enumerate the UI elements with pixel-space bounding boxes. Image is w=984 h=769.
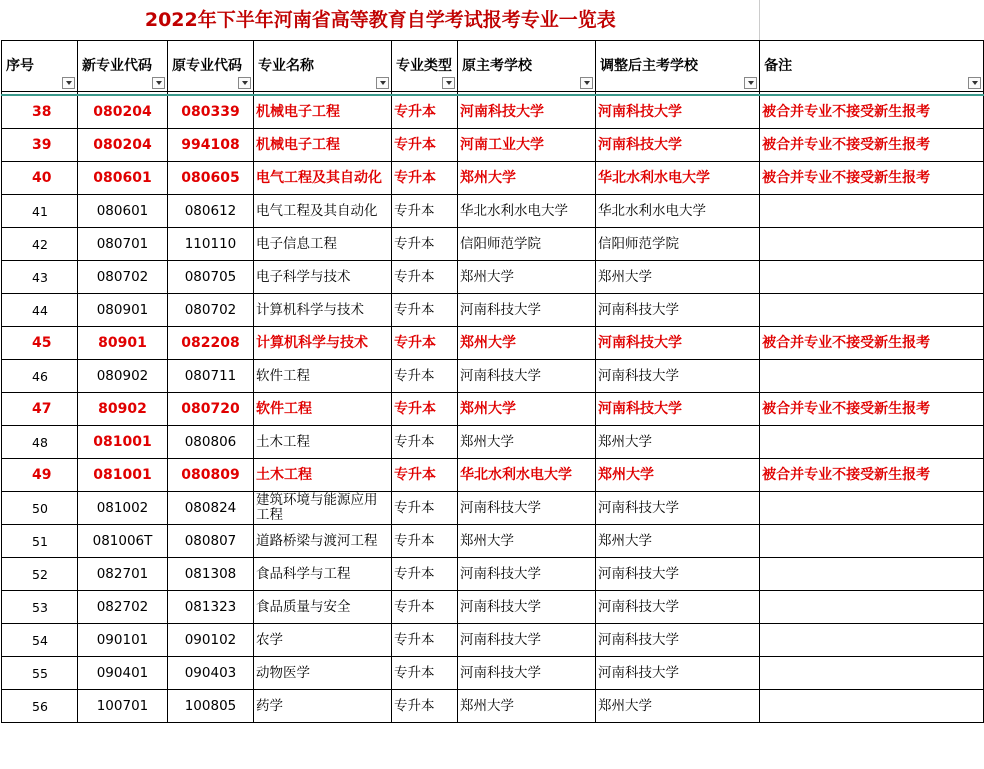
row-number-cell[interactable]: 48 xyxy=(2,426,78,459)
old-code-cell[interactable]: 080720 xyxy=(168,393,254,426)
row-number-cell[interactable]: 53 xyxy=(2,591,78,624)
filter-dropdown-icon[interactable] xyxy=(442,77,455,89)
original-school-cell[interactable]: 河南科技大学 xyxy=(458,294,596,327)
original-school-cell[interactable]: 郑州大学 xyxy=(458,393,596,426)
table-row xyxy=(2,261,984,294)
old-code-cell[interactable]: 080605 xyxy=(168,162,254,195)
row-number-cell[interactable]: 54 xyxy=(2,624,78,657)
table-row xyxy=(2,327,984,360)
row-number-cell[interactable]: 56 xyxy=(2,690,78,723)
new-code-cell[interactable]: 080902 xyxy=(78,360,168,393)
filter-dropdown-icon[interactable] xyxy=(744,77,757,89)
adjusted-school-cell[interactable]: 郑州大学 xyxy=(596,525,760,558)
table-row xyxy=(2,294,984,327)
new-code-cell[interactable]: 80901 xyxy=(78,327,168,360)
original-school-cell[interactable]: 河南科技大学 xyxy=(458,360,596,393)
note-cell[interactable]: 被合并专业不接受新生报考 xyxy=(760,162,984,195)
old-code-cell[interactable]: 090102 xyxy=(168,624,254,657)
header-cell[interactable]: 原专业代码 xyxy=(168,41,254,92)
adjusted-school-cell[interactable]: 郑州大学 xyxy=(596,690,760,723)
major-type-cell[interactable]: 专升本 xyxy=(392,360,458,393)
note-cell[interactable] xyxy=(760,195,984,228)
major-type-cell[interactable]: 专升本 xyxy=(392,129,458,162)
major-name-cell[interactable]: 农学 xyxy=(254,624,392,657)
original-school-cell[interactable]: 华北水利水电大学 xyxy=(458,459,596,492)
major-name-cell[interactable]: 计算机科学与技术 xyxy=(254,294,392,327)
table-row xyxy=(2,95,984,129)
note-cell[interactable] xyxy=(760,525,984,558)
new-code-cell[interactable]: 081001 xyxy=(78,459,168,492)
adjusted-school-cell[interactable]: 河南科技大学 xyxy=(596,327,760,360)
major-type-cell[interactable]: 专升本 xyxy=(392,327,458,360)
table-row xyxy=(2,228,984,261)
old-code-cell[interactable]: 081323 xyxy=(168,591,254,624)
original-school-cell[interactable]: 郑州大学 xyxy=(458,162,596,195)
row-number-cell[interactable]: 40 xyxy=(2,162,78,195)
table-row xyxy=(2,360,984,393)
row-number-cell[interactable]: 44 xyxy=(2,294,78,327)
old-code-cell[interactable]: 080824 xyxy=(168,492,254,525)
major-name-cell[interactable]: 土木工程 xyxy=(254,426,392,459)
major-type-cell[interactable]: 专升本 xyxy=(392,657,458,690)
major-name-cell[interactable]: 电气工程及其自动化 xyxy=(254,162,392,195)
major-type-cell[interactable]: 专升本 xyxy=(392,591,458,624)
header-cell[interactable]: 新专业代码 xyxy=(78,41,168,92)
major-type-cell[interactable]: 专升本 xyxy=(392,228,458,261)
original-school-cell[interactable]: 郑州大学 xyxy=(458,261,596,294)
row-number-cell[interactable]: 42 xyxy=(2,228,78,261)
major-name-cell[interactable]: 土木工程 xyxy=(254,459,392,492)
adjusted-school-cell[interactable]: 河南科技大学 xyxy=(596,591,760,624)
major-name-cell[interactable]: 计算机科学与技术 xyxy=(254,327,392,360)
original-school-cell[interactable]: 郑州大学 xyxy=(458,426,596,459)
old-code-cell[interactable]: 080809 xyxy=(168,459,254,492)
adjusted-school-cell[interactable]: 河南科技大学 xyxy=(596,360,760,393)
note-cell[interactable] xyxy=(760,591,984,624)
original-school-cell[interactable]: 郑州大学 xyxy=(458,327,596,360)
major-name-cell[interactable]: 建筑环境与能源应用工程 xyxy=(254,492,392,525)
filter-dropdown-icon[interactable] xyxy=(968,77,981,89)
adjusted-school-cell[interactable]: 郑州大学 xyxy=(596,459,760,492)
new-code-cell[interactable]: 081006T xyxy=(78,525,168,558)
major-type-cell[interactable]: 专升本 xyxy=(392,459,458,492)
table-row xyxy=(2,657,984,690)
row-number-cell[interactable]: 52 xyxy=(2,558,78,591)
major-type-cell[interactable]: 专升本 xyxy=(392,492,458,525)
adjusted-school-cell[interactable]: 河南科技大学 xyxy=(596,492,760,525)
adjusted-school-cell[interactable]: 华北水利水电大学 xyxy=(596,162,760,195)
old-code-cell[interactable]: 110110 xyxy=(168,228,254,261)
old-code-cell[interactable]: 080807 xyxy=(168,525,254,558)
new-code-cell[interactable]: 080702 xyxy=(78,261,168,294)
old-code-cell[interactable]: 080702 xyxy=(168,294,254,327)
table-row xyxy=(2,525,984,558)
new-code-cell[interactable]: 082702 xyxy=(78,591,168,624)
original-school-cell[interactable]: 河南科技大学 xyxy=(458,624,596,657)
old-code-cell[interactable]: 080339 xyxy=(168,95,254,129)
note-cell[interactable] xyxy=(760,492,984,525)
original-school-cell[interactable]: 河南科技大学 xyxy=(458,657,596,690)
table-row xyxy=(2,162,984,195)
major-name-cell[interactable]: 动物医学 xyxy=(254,657,392,690)
header-cell[interactable]: 调整后主考学校 xyxy=(596,41,760,92)
row-number-cell[interactable]: 39 xyxy=(2,129,78,162)
major-type-cell[interactable]: 专升本 xyxy=(392,261,458,294)
note-cell[interactable] xyxy=(760,228,984,261)
note-cell[interactable] xyxy=(760,294,984,327)
new-code-cell[interactable]: 090101 xyxy=(78,624,168,657)
major-type-cell[interactable]: 专升本 xyxy=(392,393,458,426)
table-row xyxy=(2,393,984,426)
new-code-cell[interactable]: 080204 xyxy=(78,95,168,129)
adjusted-school-cell[interactable]: 河南科技大学 xyxy=(596,624,760,657)
new-code-cell[interactable]: 100701 xyxy=(78,690,168,723)
note-cell[interactable] xyxy=(760,360,984,393)
new-code-cell[interactable]: 80902 xyxy=(78,393,168,426)
table-row xyxy=(2,129,984,162)
original-school-cell[interactable]: 华北水利水电大学 xyxy=(458,195,596,228)
new-code-cell[interactable]: 080901 xyxy=(78,294,168,327)
old-code-cell[interactable]: 994108 xyxy=(168,129,254,162)
filter-dropdown-icon[interactable] xyxy=(152,77,165,89)
note-cell[interactable]: 被合并专业不接受新生报考 xyxy=(760,459,984,492)
major-name-cell[interactable]: 机械电子工程 xyxy=(254,129,392,162)
note-cell[interactable]: 被合并专业不接受新生报考 xyxy=(760,327,984,360)
major-type-cell[interactable]: 专升本 xyxy=(392,558,458,591)
major-name-cell[interactable]: 软件工程 xyxy=(254,393,392,426)
new-code-cell[interactable]: 081001 xyxy=(78,426,168,459)
note-cell[interactable]: 被合并专业不接受新生报考 xyxy=(760,393,984,426)
major-type-cell[interactable]: 专升本 xyxy=(392,294,458,327)
old-code-cell[interactable]: 081308 xyxy=(168,558,254,591)
header-cell[interactable]: 专业名称 xyxy=(254,41,392,92)
note-cell[interactable] xyxy=(760,690,984,723)
original-school-cell[interactable]: 郑州大学 xyxy=(458,525,596,558)
adjusted-school-cell[interactable]: 郑州大学 xyxy=(596,261,760,294)
major-name-cell[interactable]: 食品科学与工程 xyxy=(254,558,392,591)
major-type-cell[interactable]: 专升本 xyxy=(392,624,458,657)
adjusted-school-cell[interactable]: 华北水利水电大学 xyxy=(596,195,760,228)
original-school-cell[interactable]: 信阳师范学院 xyxy=(458,228,596,261)
major-type-cell[interactable]: 专升本 xyxy=(392,195,458,228)
new-code-cell[interactable]: 080701 xyxy=(78,228,168,261)
row-number-cell[interactable]: 43 xyxy=(2,261,78,294)
major-name-cell[interactable]: 电子科学与技术 xyxy=(254,261,392,294)
original-school-cell[interactable]: 河南科技大学 xyxy=(458,95,596,129)
row-number-cell[interactable]: 46 xyxy=(2,360,78,393)
note-cell[interactable] xyxy=(760,261,984,294)
new-code-cell[interactable]: 082701 xyxy=(78,558,168,591)
filter-dropdown-icon[interactable] xyxy=(376,77,389,89)
original-school-cell[interactable]: 郑州大学 xyxy=(458,690,596,723)
table-row xyxy=(2,558,984,591)
major-name-cell[interactable]: 药学 xyxy=(254,690,392,723)
table-row xyxy=(2,195,984,228)
note-cell[interactable] xyxy=(760,657,984,690)
filter-dropdown-icon[interactable] xyxy=(580,77,593,89)
note-cell[interactable] xyxy=(760,624,984,657)
header-cell[interactable]: 序号 xyxy=(2,41,78,92)
new-code-cell[interactable]: 090401 xyxy=(78,657,168,690)
major-name-cell[interactable]: 软件工程 xyxy=(254,360,392,393)
original-school-cell[interactable]: 河南科技大学 xyxy=(458,492,596,525)
row-number-cell[interactable]: 55 xyxy=(2,657,78,690)
old-code-cell[interactable]: 100805 xyxy=(168,690,254,723)
title-row xyxy=(2,0,984,41)
new-code-cell[interactable]: 080601 xyxy=(78,195,168,228)
sheet-title[interactable]: 2022年下半年河南省高等教育自学考试报考专业一览表 xyxy=(2,0,760,41)
table-row xyxy=(2,624,984,657)
major-type-cell[interactable]: 专升本 xyxy=(392,690,458,723)
note-cell[interactable] xyxy=(760,558,984,591)
note-cell[interactable]: 被合并专业不接受新生报考 xyxy=(760,95,984,129)
row-number-cell[interactable]: 49 xyxy=(2,459,78,492)
old-code-cell[interactable]: 082208 xyxy=(168,327,254,360)
row-number-cell[interactable]: 41 xyxy=(2,195,78,228)
major-name-cell[interactable]: 电子信息工程 xyxy=(254,228,392,261)
row-number-cell[interactable]: 51 xyxy=(2,525,78,558)
new-code-cell[interactable]: 080601 xyxy=(78,162,168,195)
filter-dropdown-icon[interactable] xyxy=(62,77,75,89)
adjusted-school-cell[interactable]: 信阳师范学院 xyxy=(596,228,760,261)
header-cell[interactable]: 原主考学校 xyxy=(458,41,596,92)
original-school-cell[interactable]: 河南工业大学 xyxy=(458,129,596,162)
major-type-cell[interactable]: 专升本 xyxy=(392,162,458,195)
old-code-cell[interactable]: 080806 xyxy=(168,426,254,459)
filter-dropdown-icon[interactable] xyxy=(238,77,251,89)
note-cell[interactable] xyxy=(760,426,984,459)
table-row xyxy=(2,690,984,723)
old-code-cell[interactable]: 080612 xyxy=(168,195,254,228)
adjusted-school-cell[interactable]: 郑州大学 xyxy=(596,426,760,459)
note-cell[interactable]: 被合并专业不接受新生报考 xyxy=(760,129,984,162)
adjusted-school-cell[interactable]: 河南科技大学 xyxy=(596,657,760,690)
major-type-cell[interactable]: 专升本 xyxy=(392,95,458,129)
header-cell[interactable]: 备注 xyxy=(760,41,984,92)
adjusted-school-cell[interactable]: 河南科技大学 xyxy=(596,95,760,129)
table-row xyxy=(2,591,984,624)
major-type-cell[interactable]: 专升本 xyxy=(392,426,458,459)
new-code-cell[interactable]: 080204 xyxy=(78,129,168,162)
row-number-cell[interactable]: 47 xyxy=(2,393,78,426)
table-row xyxy=(2,459,984,492)
major-name-cell[interactable]: 道路桥梁与渡河工程 xyxy=(254,525,392,558)
original-school-cell[interactable]: 河南科技大学 xyxy=(458,591,596,624)
old-code-cell[interactable]: 080705 xyxy=(168,261,254,294)
table-row xyxy=(2,492,984,525)
major-name-cell[interactable]: 电气工程及其自动化 xyxy=(254,195,392,228)
major-list-table xyxy=(1,0,984,723)
adjusted-school-cell[interactable]: 河南科技大学 xyxy=(596,558,760,591)
new-code-cell[interactable]: 081002 xyxy=(78,492,168,525)
original-school-cell[interactable]: 河南科技大学 xyxy=(458,558,596,591)
old-code-cell[interactable]: 080711 xyxy=(168,360,254,393)
adjusted-school-cell[interactable]: 河南科技大学 xyxy=(596,129,760,162)
adjusted-school-cell[interactable]: 河南科技大学 xyxy=(596,393,760,426)
major-type-cell[interactable]: 专升本 xyxy=(392,525,458,558)
adjusted-school-cell[interactable]: 河南科技大学 xyxy=(596,294,760,327)
row-number-cell[interactable]: 45 xyxy=(2,327,78,360)
old-code-cell[interactable]: 090403 xyxy=(168,657,254,690)
header-cell[interactable]: 专业类型 xyxy=(392,41,458,92)
table-row xyxy=(2,426,984,459)
major-name-cell[interactable]: 机械电子工程 xyxy=(254,95,392,129)
row-number-cell[interactable]: 50 xyxy=(2,492,78,525)
header-row xyxy=(2,41,984,92)
major-name-cell[interactable]: 食品质量与安全 xyxy=(254,591,392,624)
row-number-cell[interactable]: 38 xyxy=(2,95,78,129)
